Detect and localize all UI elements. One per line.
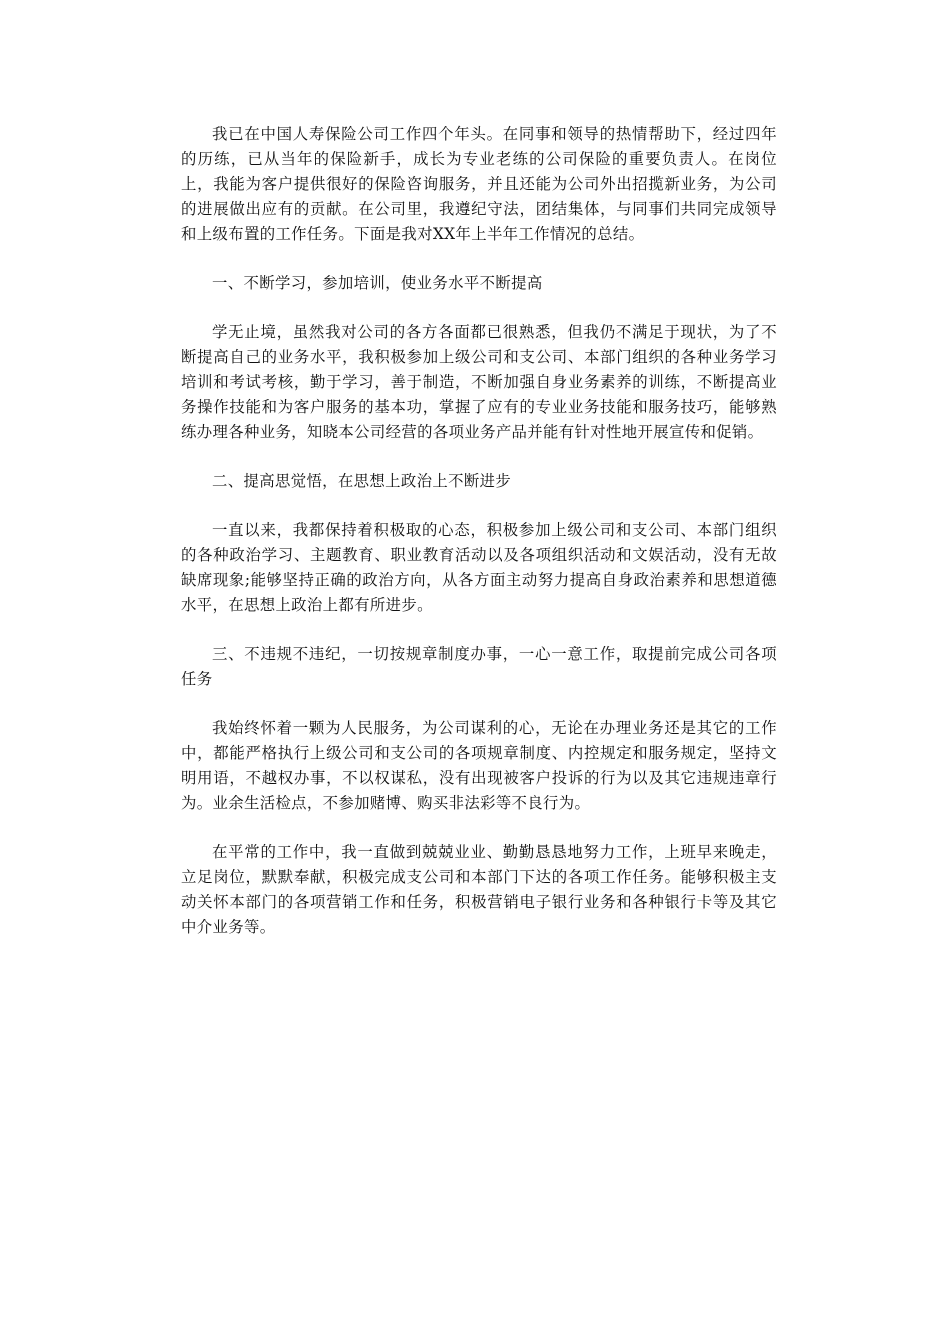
section-1-paragraph: 学无止境，虽然我对公司的各方各面都已很熟悉，但我仍不满足于现状，为了不断提高自己的业务水平，我积极参加上级公司和支公司、本部门组织的各种业务学习培训和考试考核，勤于学习，善于制造，不断加强自身业务素养的训练，不断提高业务操作技能和为客户服务的基本功，掌握了应有的专业业务技能和服务技巧，能够熟练办理各种业务，知晓本公司经营的各项业务产品并能有针对性地开展宣传和促销。 — [181, 323, 777, 441]
section-heading-1: 一、不断学习，参加培训，使业务水平不断提高 — [212, 274, 543, 292]
section-heading-3: 三、不违规不违纪，一切按规章制度办事，一心一意工作，取提前完成公司各项任务 — [181, 645, 777, 688]
section-heading-2: 二、提高思觉悟，在思想上政治上不断进步 — [212, 472, 512, 490]
section-3-paragraph: 我始终怀着一颗为人民服务，为公司谋利的心，无论在办理业务还是其它的工作中，都能严格执行上级公司和支公司的各项规章制度、内控规定和服务规定，坚持文明用语，不越权办事，不以权谋私，没有出现被客户投诉的行为以及其它违规违章行为。业余生活检点，不参加赌博、购买非法彩等不良行为。 — [181, 719, 777, 812]
section-2-paragraph: 一直以来，我都保持着积极取的心态，积极参加上级公司和支公司、本部门组织的各种政治学习、主题教育、职业教育活动以及各项组织活动和文娱活动，没有无故缺席现象;能够坚持正确的政治方向，从各方面主动努力提高自身政治素养和思想道德水平，在思想上政治上都有所进步。 — [181, 521, 777, 614]
document-page — [181, 122, 777, 964]
closing-paragraph: 在平常的工作中，我一直做到兢兢业业、勤勤恳恳地努力工作，上班早来晚走，立足岗位，默默奉献，积极完成支公司和本部门下达的各项工作任务。能够积极主支动关怀本部门的各项营销工作和任务，积极营销电子银行业务和各种银行卡等及其它中介业务等。 — [181, 843, 777, 936]
intro-paragraph: 我已在中国人寿保险公司工作四个年头。在同事和领导的热情帮助下，经过四年的历练，已从当年的保险新手，成长为专业老练的公司保险的重要负责人。在岗位上，我能为客户提供很好的保险咨询服务，并且还能为公司外出招揽新业务，为公司的进展做出应有的贡献。在公司里，我遵纪守法，团结集体，与同事们共同完成领导和上级布置的工作任务。下面是我对XX年上半年工作情况的总结。 — [181, 125, 777, 243]
